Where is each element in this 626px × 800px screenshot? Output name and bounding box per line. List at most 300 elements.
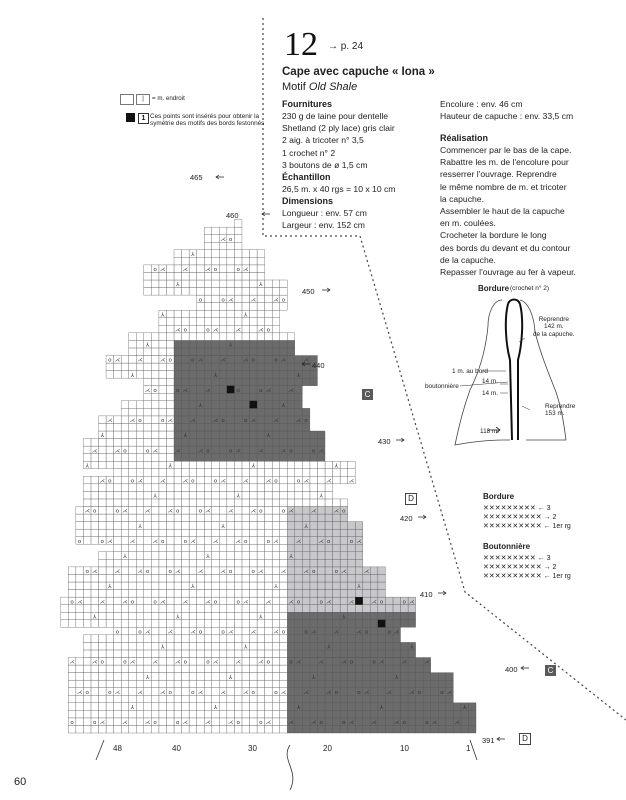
chart-cell [242,658,250,666]
chart-cell [197,635,205,643]
chart-cell [144,333,152,341]
chart-cell [295,356,303,364]
stitch-symbol: o [259,720,263,727]
chart-cell [129,725,137,733]
chart-cell [446,718,454,726]
chart-cell [151,544,159,552]
chart-cell [212,574,220,582]
chart-cell [144,725,152,733]
chart-cell [204,620,212,628]
chart-cell [197,537,205,545]
chart-cell [280,559,288,567]
chart-cell [257,371,265,379]
chart-cell [295,439,303,447]
chart-cell [348,552,356,560]
chart-cell [242,378,250,386]
chart-cell [166,318,174,326]
stitch-symbol: o [115,508,120,515]
chart-cell [393,658,401,666]
chart-cell [340,582,348,590]
chart-cell [212,522,220,530]
chart-cell [234,635,242,643]
stitch-symbol: o [402,599,406,606]
chart-cell [242,552,250,560]
chart-cell [250,318,258,326]
chart-cell [416,718,424,726]
marker-cell [250,401,258,409]
pattern-title: Cape avec capuche « Iona » [282,66,435,78]
chart-cell [212,718,220,726]
chart-cell [212,627,220,635]
chart-cell [219,605,227,613]
stitch-symbol: ⋌ [348,599,355,606]
chart-cell [302,597,310,605]
chart-cell [234,235,242,243]
subtitle-italic: Old Shale [308,81,358,93]
chart-cell [182,408,190,416]
chart-cell [144,491,152,499]
chart-cell [219,507,227,515]
chart-cell [272,386,280,394]
stitch-symbol: ⋌ [227,508,234,515]
chart-cell [114,597,122,605]
chart-cell [106,718,114,726]
chart-cell [212,363,220,371]
chart-cell [280,439,288,447]
chart-cell [159,431,167,439]
chart-cell [302,612,310,620]
chart-cell [438,680,446,688]
chart-cell [242,665,250,673]
chart-cell [234,250,242,258]
chart-cell [265,340,273,348]
chart-cell [348,582,356,590]
chart-cell [227,559,235,567]
chart-cell [204,454,212,462]
row-label-430: 430 [378,437,391,446]
chart-cell [159,627,167,635]
chart-cell [76,710,84,718]
chart-cell [348,544,356,552]
chart-cell [280,469,288,477]
chart-cell [310,514,318,522]
stitch-symbol: ⋌ [242,478,249,485]
chart-cell [242,718,250,726]
chart-cell [242,340,250,348]
chart-cell [166,612,174,620]
chart-cell [423,680,431,688]
chart-cell [189,280,197,288]
chart-cell [151,725,159,733]
chart-cell [144,635,152,643]
chart-cell [287,665,295,673]
chart-cell [197,265,205,273]
chart-cell [91,680,99,688]
chart-cell [159,650,167,658]
stitch-symbol: ⋌ [303,478,309,485]
chart-cell [189,446,197,454]
chart-cell [219,333,227,341]
stitch-symbol: o [236,720,240,727]
chart-cell [129,333,137,341]
chart-cell [257,431,265,439]
chart-cell [272,439,280,447]
chart-cell [363,703,371,711]
chart-cell [227,408,235,416]
row-label-450: 450 [302,287,315,296]
chart-cell [129,461,137,469]
chart-cell [302,673,310,681]
chart-cell [83,658,91,666]
chart-cell [317,627,325,635]
chart-cell [295,635,303,643]
boutonniere-row-3: ✕✕✕✕✕✕✕✕✕ ← 3 [483,555,551,562]
chart-cell [250,552,258,560]
chart-cell [212,257,220,265]
chart-cell [242,514,250,522]
chart-cell [438,703,446,711]
chart-cell [166,620,174,628]
chart-cell [272,514,280,522]
chart-cell [287,590,295,598]
chart-cell [287,544,295,552]
stitch-symbol: ⋌ [197,569,204,576]
chart-cell [182,250,190,258]
chart-cell [174,318,182,326]
chart-cell [250,431,258,439]
stitch-symbol: o [244,418,248,425]
chart-cell [182,491,190,499]
chart-cell [204,650,212,658]
chart-cell [129,688,137,696]
chart-cell [385,642,393,650]
chart-cell [129,522,137,530]
chart-cell [99,567,107,575]
stitch-symbol: ⋌ [227,297,234,304]
chart-cell [212,544,220,552]
chart-cell [363,574,371,582]
chart-cell [76,574,84,582]
chart-cell [212,559,220,567]
chart-cell [197,423,205,431]
chart-cell [234,416,242,424]
chart-cell [189,529,197,537]
chart-cell [287,537,295,545]
stitch-symbol: o [228,569,233,576]
chart-cell [212,612,220,620]
chart-cell [114,650,122,658]
chart-cell [257,401,265,409]
chart-cell [280,371,288,379]
stitch-symbol: ⅄ [319,493,323,500]
chart-cell [144,522,152,530]
stitch-symbol: o [206,327,210,334]
stitch-symbol: o [251,569,255,576]
stitch-symbol: ⋌ [137,569,143,576]
stitch-symbol: ⋌ [393,629,400,636]
chart-cell [99,688,107,696]
chart-cell [114,574,122,582]
stitch-symbol: ⋌ [288,720,294,727]
chart-cell [355,605,363,613]
realisation-text: Commencer par le bas de la cape. Rabattre les m. de l'encolure pour resserrer l'ouvrage. Reprendre le même nombre de m. et tricoter la capuche. Assembler le haut de la capuche en m. coulées. Crocheter la bordure le long des bords du devant et du contour de la capuche. Repasser l'ouvrage au fer à vapeur. [440,145,576,278]
chart-cell [136,454,144,462]
chart-cell [287,348,295,356]
chart-cell [151,499,159,507]
chart-cell [363,673,371,681]
chart-cell [408,612,416,620]
chart-cell [355,703,363,711]
chart-cell [114,635,122,643]
chart-cell [219,393,227,401]
stitch-symbol: o [93,508,97,515]
chart-cell [257,703,265,711]
chart-cell [219,620,227,628]
chart-cell [114,499,122,507]
stitch-symbol: ⅄ [410,644,414,651]
stitch-symbol: ⅄ [342,614,346,621]
chart-cell [370,642,378,650]
chart-cell [227,635,235,643]
chart-cell [287,567,295,575]
chart-cell [348,703,356,711]
stitch-symbol: ⋌ [371,720,377,727]
chart-cell [204,416,212,424]
chart-cell [219,514,227,522]
chart-cell [280,537,288,545]
chart-cell [333,590,341,598]
chart-cell [348,522,356,530]
stitch-symbol: ⋌ [114,448,121,455]
chart-cell [136,340,144,348]
chart-cell [159,514,167,522]
chart-cell [189,673,197,681]
chart-cell [227,582,235,590]
chart-cell [250,257,258,265]
chart-cell [121,439,129,447]
chart-cell [219,401,227,409]
chart-cell [129,454,137,462]
chart-cell [219,446,227,454]
chart-cell [227,393,235,401]
chart-cell [91,642,99,650]
chart-cell [385,665,393,673]
label-reprendre-153: Reprendre 153 m. [545,403,576,418]
chart-cell [393,597,401,605]
stitch-symbol: o [236,599,240,606]
chart-cell [355,529,363,537]
chart-cell [144,703,152,711]
chart-cell [106,559,114,567]
chart-cell [174,544,182,552]
chart-cell [287,476,295,484]
stitch-symbol: ⋌ [242,689,249,696]
stitch-symbol: ⋌ [288,387,294,394]
chart-cell [325,491,333,499]
chart-cell [363,582,371,590]
chart-cell [219,348,227,356]
stitch-symbol: ⅄ [251,463,255,470]
chart-cell [204,635,212,643]
chart-cell [136,431,144,439]
chart-cell [340,469,348,477]
chart-cell [68,590,76,598]
chart-cell [159,484,167,492]
chart-cell [189,507,197,515]
chart-cell [197,469,205,477]
chart-cell [99,590,107,598]
chart-cell [234,423,242,431]
chart-cell [250,371,258,379]
chart-cell [295,612,303,620]
chart-cell [159,491,167,499]
chart-cell [242,484,250,492]
chart-cell [287,710,295,718]
chart-cell [272,423,280,431]
chart-cell [348,590,356,598]
chart-cell [250,544,258,552]
chart-cell [265,439,273,447]
stitch-symbol: ⋌ [220,236,226,243]
chart-cell [280,454,288,462]
chart-cell [265,363,273,371]
chart-cell [250,529,258,537]
bracket-marks [96,740,477,760]
page-reference[interactable]: → p. 24 [328,41,364,52]
stitch-symbol: ⋌ [295,538,302,545]
chart-cell [174,310,182,318]
chart-cell [227,333,235,341]
chart-cell [325,627,333,635]
chart-cell [174,688,182,696]
chart-cell [114,673,122,681]
chart-cell [348,673,356,681]
chart-cell [166,401,174,409]
chart-cell [333,522,341,530]
chart-cell [189,620,197,628]
chart-cell [227,310,235,318]
chart-cell [227,537,235,545]
chart-cell [265,446,273,454]
chart-cell [106,514,114,522]
chart-cell [204,605,212,613]
chart-cell [219,310,227,318]
chart-cell [174,590,182,598]
chart-cell [317,680,325,688]
chart-cell [272,544,280,552]
chart-cell [189,325,197,333]
chart-cell [272,680,280,688]
chart-cell [468,725,476,733]
chart-cell [91,499,99,507]
chart-cell [385,605,393,613]
chart-cell [99,446,107,454]
chart-cell [99,461,107,469]
stitch-symbol: ⋌ [122,720,128,727]
chart-cell [227,363,235,371]
chart-cell [136,650,144,658]
chart-cell [348,567,356,575]
chart-cell [295,665,303,673]
chart-cell [250,491,258,499]
chart-cell [227,439,235,447]
chart-cell [287,393,295,401]
chart-cell [370,703,378,711]
chart-cell [189,393,197,401]
chart-cell [325,461,333,469]
chart-cell [401,695,409,703]
chart-cell [325,499,333,507]
chart-cell [129,408,137,416]
stitch-symbol: ⋌ [454,720,460,727]
chart-cell [234,680,242,688]
stitch-symbol: ⋌ [363,569,370,576]
chart-cell [83,673,91,681]
chart-cell [189,680,197,688]
chart-cell [431,680,439,688]
chart-cell [272,695,280,703]
chart-cell [174,250,182,258]
chart-cell [204,227,212,235]
chart-cell [250,612,258,620]
chart-cell [166,265,174,273]
chart-cell [182,627,190,635]
chart-cell [182,348,190,356]
chart-cell [197,386,205,394]
chart-cell [317,605,325,613]
stitch-symbol: o [281,629,286,636]
chart-cell [189,310,197,318]
chart-cell [174,514,182,522]
chart-cell [106,439,114,447]
chart-cell [174,725,182,733]
chart-cell [302,507,310,515]
chart-cell [182,484,190,492]
chart-cell [257,499,265,507]
chart-cell [317,612,325,620]
chart-cell [83,612,91,620]
chart-cell [272,710,280,718]
chart-cell [280,416,288,424]
chart-cell [280,703,288,711]
chart-cell [431,688,439,696]
stitch-symbol: ⋌ [265,720,272,727]
chart-cell [159,567,167,575]
chart-cell [257,265,265,273]
stitch-symbol: ⋌ [235,538,241,545]
chart-cell [317,507,325,515]
chart-cell [310,695,318,703]
chart-cell [91,695,99,703]
stitch-symbol: ⋌ [99,720,106,727]
stitch-symbol: ⅄ [327,644,331,651]
chart-cell [159,408,167,416]
row-arrow [438,591,446,595]
chart-cell [257,295,265,303]
stitch-symbol: ⋌ [174,659,181,666]
chart-cell [310,371,318,379]
stitch-symbol: o [153,267,157,274]
row-label-410: 410 [420,590,433,599]
chart-cell [114,371,122,379]
chart-cell [265,710,273,718]
chart-cell [91,439,99,447]
chart-cell [121,416,129,424]
chart-cell [227,416,235,424]
chart-cell [136,446,144,454]
stitch-symbol: ⋌ [250,418,257,425]
chart-cell [76,665,84,673]
